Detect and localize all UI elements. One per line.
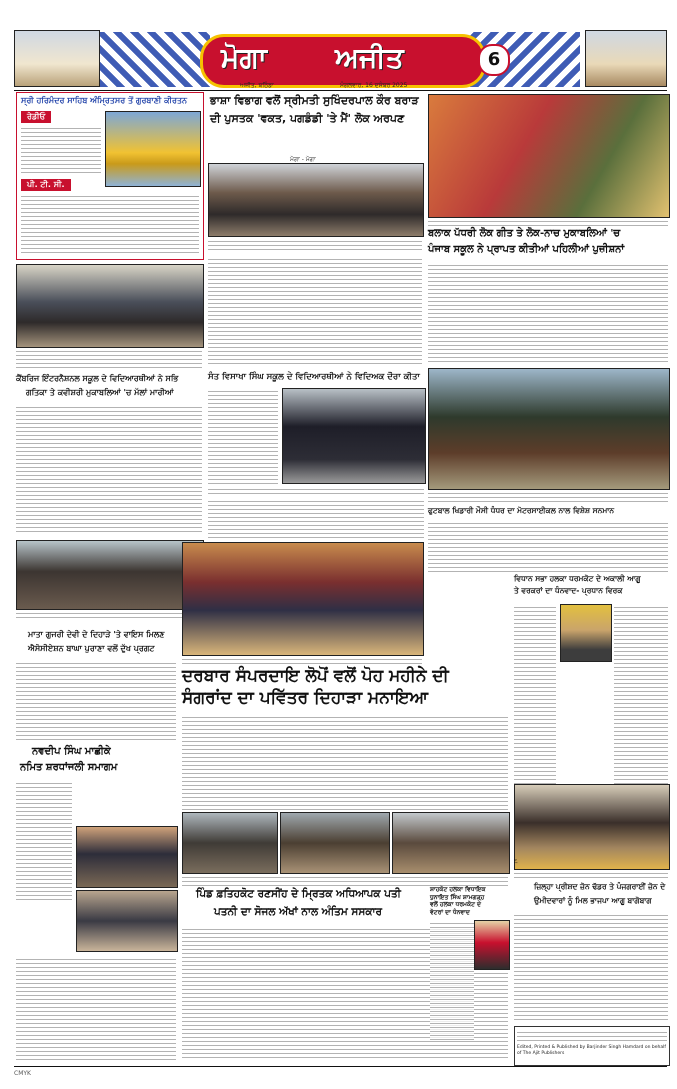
left-photo-caption	[16, 348, 202, 370]
article-10-headline-1: ਪਿੰਡ ਫ਼ਤਿਹਕੋਟ ਰਣਸੀਂਹ ਦੇ ਮ੍ਰਿਤਕ ਅਧਿਆਪਕ ਪਤੀ	[196, 888, 401, 900]
article-5-photo	[428, 368, 670, 490]
article-6-headline-1: ਮਾਤਾ ਗੁਜਰੀ ਦੇਵੀ ਦੇ ਦਿਹਾੜੇ 'ਤੇ ਵਾਇਸ ਮਿਲਣ	[28, 630, 165, 639]
article-12-body	[430, 920, 474, 1040]
article-1-headline-1: ਭਾਸ਼ਾ ਵਿਭਾਗ ਵਲੋਂ ਸ੍ਰੀਮਤੀ ਸੁਖਿੰਦਰਪਾਲ ਕੌਰ ਬਰਾੜ	[210, 94, 419, 107]
article-1-dateline: ਮੋਗਾ - ਮੋਗਾ	[290, 156, 316, 163]
gurbani-title: ਸ੍ਰੀ ਹਰਿਮੰਦਰ ਸਾਹਿਬ ਅੰਮ੍ਰਿਤਸਰ ਤੋਂ ਗੁਰਬਾਣੀ ਕੀਰਤਨ	[21, 96, 188, 105]
article-5-body	[428, 520, 668, 574]
article-3-headline-1: ਕੈਂਬਰਿਜ ਇੰਟਰਨੈਸ਼ਨਲ ਸਕੂਲ ਦੇ ਵਿਦਿਆਰਥੀਆਂ ਨੇ ਸਭਿ	[16, 374, 179, 383]
imprint-lines	[517, 1029, 667, 1043]
article-10-headline-2: ਪਤਨੀ ਦਾ ਸੋਜਲ ਅੱਖਾਂ ਨਾਲ ਅੰਤਿਮ ਸਸਕਾਰ	[214, 906, 383, 918]
article-4-photo	[282, 388, 426, 484]
imprint-box	[514, 1026, 670, 1066]
article-1-caption	[208, 238, 422, 250]
article-9-photo-2	[76, 890, 178, 952]
gurbani-text-2	[21, 193, 199, 255]
article-9-body	[16, 780, 72, 900]
cremation-photo-2	[280, 812, 390, 874]
masthead-photo-right	[585, 30, 667, 87]
article-8-portrait	[560, 604, 612, 662]
gurbani-tag-ptc: ਪੀ. ਟੀ. ਸੀ.	[21, 179, 71, 191]
left-photo-meeting	[16, 540, 204, 610]
article-11-headline-1: ਜ਼ਿਲ੍ਹਾ ਪ੍ਰੀਸ਼ਦ ਜ਼ੋਨ ਢੱਡਰ ਤੇ ਪੰਜਗਰਾਈਂ ਜ਼ੋਨ ਦੇ	[534, 882, 666, 891]
center-photo-congregation	[182, 542, 424, 656]
article-8-body	[514, 604, 556, 784]
article-9-photo-1	[76, 826, 178, 888]
masthead-pattern-left	[100, 32, 210, 87]
article-8-headline-2: ਤੇ ਵਰਕਰਾਂ ਦਾ ਧੰਨਵਾਦ- ਪ੍ਰਧਾਨ ਵਿਰਕ	[514, 586, 623, 595]
footer-cmyk: CMYK	[14, 1070, 31, 1077]
article-1-photo	[208, 163, 424, 237]
article-12-portrait	[474, 920, 510, 970]
article-2-caption	[428, 218, 668, 226]
cremation-photo-1	[182, 812, 278, 874]
masthead-rule	[14, 90, 667, 91]
masthead	[0, 0, 677, 90]
left-photo-meeting-caption	[16, 610, 202, 620]
article-8-body-2	[614, 604, 668, 784]
article-9-body-2	[16, 956, 176, 1060]
cremation-caption	[182, 874, 508, 886]
article-4-headline: ਸੰਤ ਵਿਸਾਖਾ ਸਿੰਘ ਸਕੂਲ ਦੇ ਵਿਦਿਆਰਥੀਆਂ ਨੇ ਵਿਦਿਅਕ ਦੌਰਾ ਕੀਤਾ	[208, 372, 420, 382]
article-2-headline-1: ਬਲਾਕ ਪੱਧਰੀ ਲੋਕ ਗੀਤ ਤੇ ਲੋਕ-ਨਾਚ ਮੁਕਾਬਲਿਆਂ 'ਚ	[428, 228, 621, 239]
page-number-badge	[478, 44, 510, 76]
article-12-headline-1-text: ਸ਼ਾਹਕੋਟ ਹਲਕਾ ਵਿਧਾਇਕ	[430, 886, 486, 893]
article-3-body	[16, 404, 202, 534]
article-1-body	[208, 256, 422, 366]
article-2-body	[428, 262, 668, 362]
cremation-photo-3	[392, 812, 510, 874]
article-12-headline-3: ਵਲੋਂ ਹਲਕਾ ਧਰਮਕੋਟ ਦੇ	[430, 901, 481, 908]
footer-rule	[14, 1066, 667, 1067]
article-9-headline-1: ਨਵਦੀਪ ਸਿੰਘ ਮਾਛੀਕੇ	[32, 746, 111, 757]
article-7-headline-1: ਦਰਬਾਰ ਸੰਪਰਦਾਇ ਲੋਪੋਂ ਵਲੋਂ ਪੋਹ ਮਹੀਨੇ ਦੀ	[182, 666, 449, 686]
gurbani-box	[16, 92, 204, 260]
article-6-body	[16, 660, 176, 740]
gurbani-text-1	[21, 125, 101, 175]
article-4-body	[208, 498, 424, 538]
article-7-body	[182, 714, 508, 812]
masthead-paper: ਅਜੀਤ	[335, 41, 404, 74]
imprint-text: Edited, Printed & Published by Barjinder Singh Hamdard on behalf of The Ajit Publishers	[517, 1045, 666, 1056]
masthead-photo-left	[14, 30, 100, 87]
article-3-headline-2: ਗਤਿਕਾ ਤੇ ਕਵੀਸ਼ਰੀ ਮੁਕਾਬਲਿਆਂ 'ਚ ਮੱਲਾਂ ਮਾਰੀਆਂ	[26, 388, 174, 397]
masthead-date: ਮੰਗਲਵਾਰ, 16 ਦਸੰਬਰ 2025	[340, 82, 408, 89]
article-1-headline-2: ਦੀ ਪੁਸਤਕ 'ਵਕਤ, ਪਗਡੰਡੀ 'ਤੇ ਮੈਂ' ਲੋਕ ਅਰਪਣ	[210, 112, 405, 125]
golden-temple-image	[105, 111, 201, 187]
article-7-headline-2: ਸੰਗਰਾਂਦ ਦਾ ਪਵਿੱਤਰ ਦਿਹਾੜਾ ਮਨਾਇਆ	[182, 688, 428, 708]
page-number: 6	[487, 49, 501, 70]
masthead-banner	[200, 34, 486, 88]
article-12-headline-2: ਧੁਨਾਇਤ ਸਿੰਘ ਸ਼ਾਮਗੜ੍ਹ	[430, 893, 485, 901]
article-2-photo	[428, 94, 670, 218]
gurbani-tag-radio: ਰੇਡੀਓ	[21, 111, 51, 123]
article-11-body	[514, 912, 668, 1022]
article-2-headline-2: ਪੰਜਾਬ ਸਕੂਲ ਨੇ ਪ੍ਰਾਪਤ ਕੀਤੀਆਂ ਪਹਿਲੀਆਂ ਪੁਜ਼ੀਸ਼ਨਾਂ	[428, 244, 625, 255]
article-12-headline-4: ਵੋਟਰਾਂ ਦਾ ਧੰਨਵਾਦ	[430, 908, 470, 916]
article-4-caption	[208, 486, 424, 494]
article-6-headline-2: ਐਸੋਸੀਏਸ਼ਨ ਬਾਘਾ ਪੁਰਾਣਾ ਵਲੋਂ ਦੁੱਖ ਪ੍ਰਗਟ	[28, 644, 155, 653]
article-9-headline-2: ਨਮਿਤ ਸ਼ਰਧਾਂਜਲੀ ਸਮਾਗਮ	[20, 762, 118, 773]
article-11-headline-2: ਉਮੀਦਵਾਰਾਂ ਨੂੰ ਮਿਲ ਭਾਜਪਾ ਆਗੂ ਬਾਗੋਬਾਗ	[534, 896, 652, 905]
masthead-city: ਮੋਗਾ	[221, 41, 267, 74]
left-photo-students	[16, 264, 204, 348]
article-5-caption	[428, 490, 668, 502]
article-12-box	[430, 886, 510, 1056]
masthead-subline: ਅਜੀਤ, ਬਠਿੰਡਾ	[240, 82, 274, 89]
article-5-headline: ਫੁਟਬਾਲ ਖਿਡਾਰੀ ਮੌਸੀ ਧੰਧਰ ਦਾ ਮੋਟਰਸਾਈਕਲ ਨਾਲ ਵਿਸ਼ੇਸ਼ ਸਨਮਾਨ	[428, 506, 615, 515]
center-photo-caption	[182, 656, 422, 664]
article-11-photo	[514, 784, 670, 870]
article-8-headline-1: ਵਿਧਾਨ ਸਭਾ ਹਲਕਾ ਧਰਮਕੋਟ ਦੇ ਅਕਾਲੀ ਆਗੂ	[514, 574, 641, 583]
article-4-body-left	[208, 388, 278, 484]
article-11-caption	[514, 870, 668, 878]
